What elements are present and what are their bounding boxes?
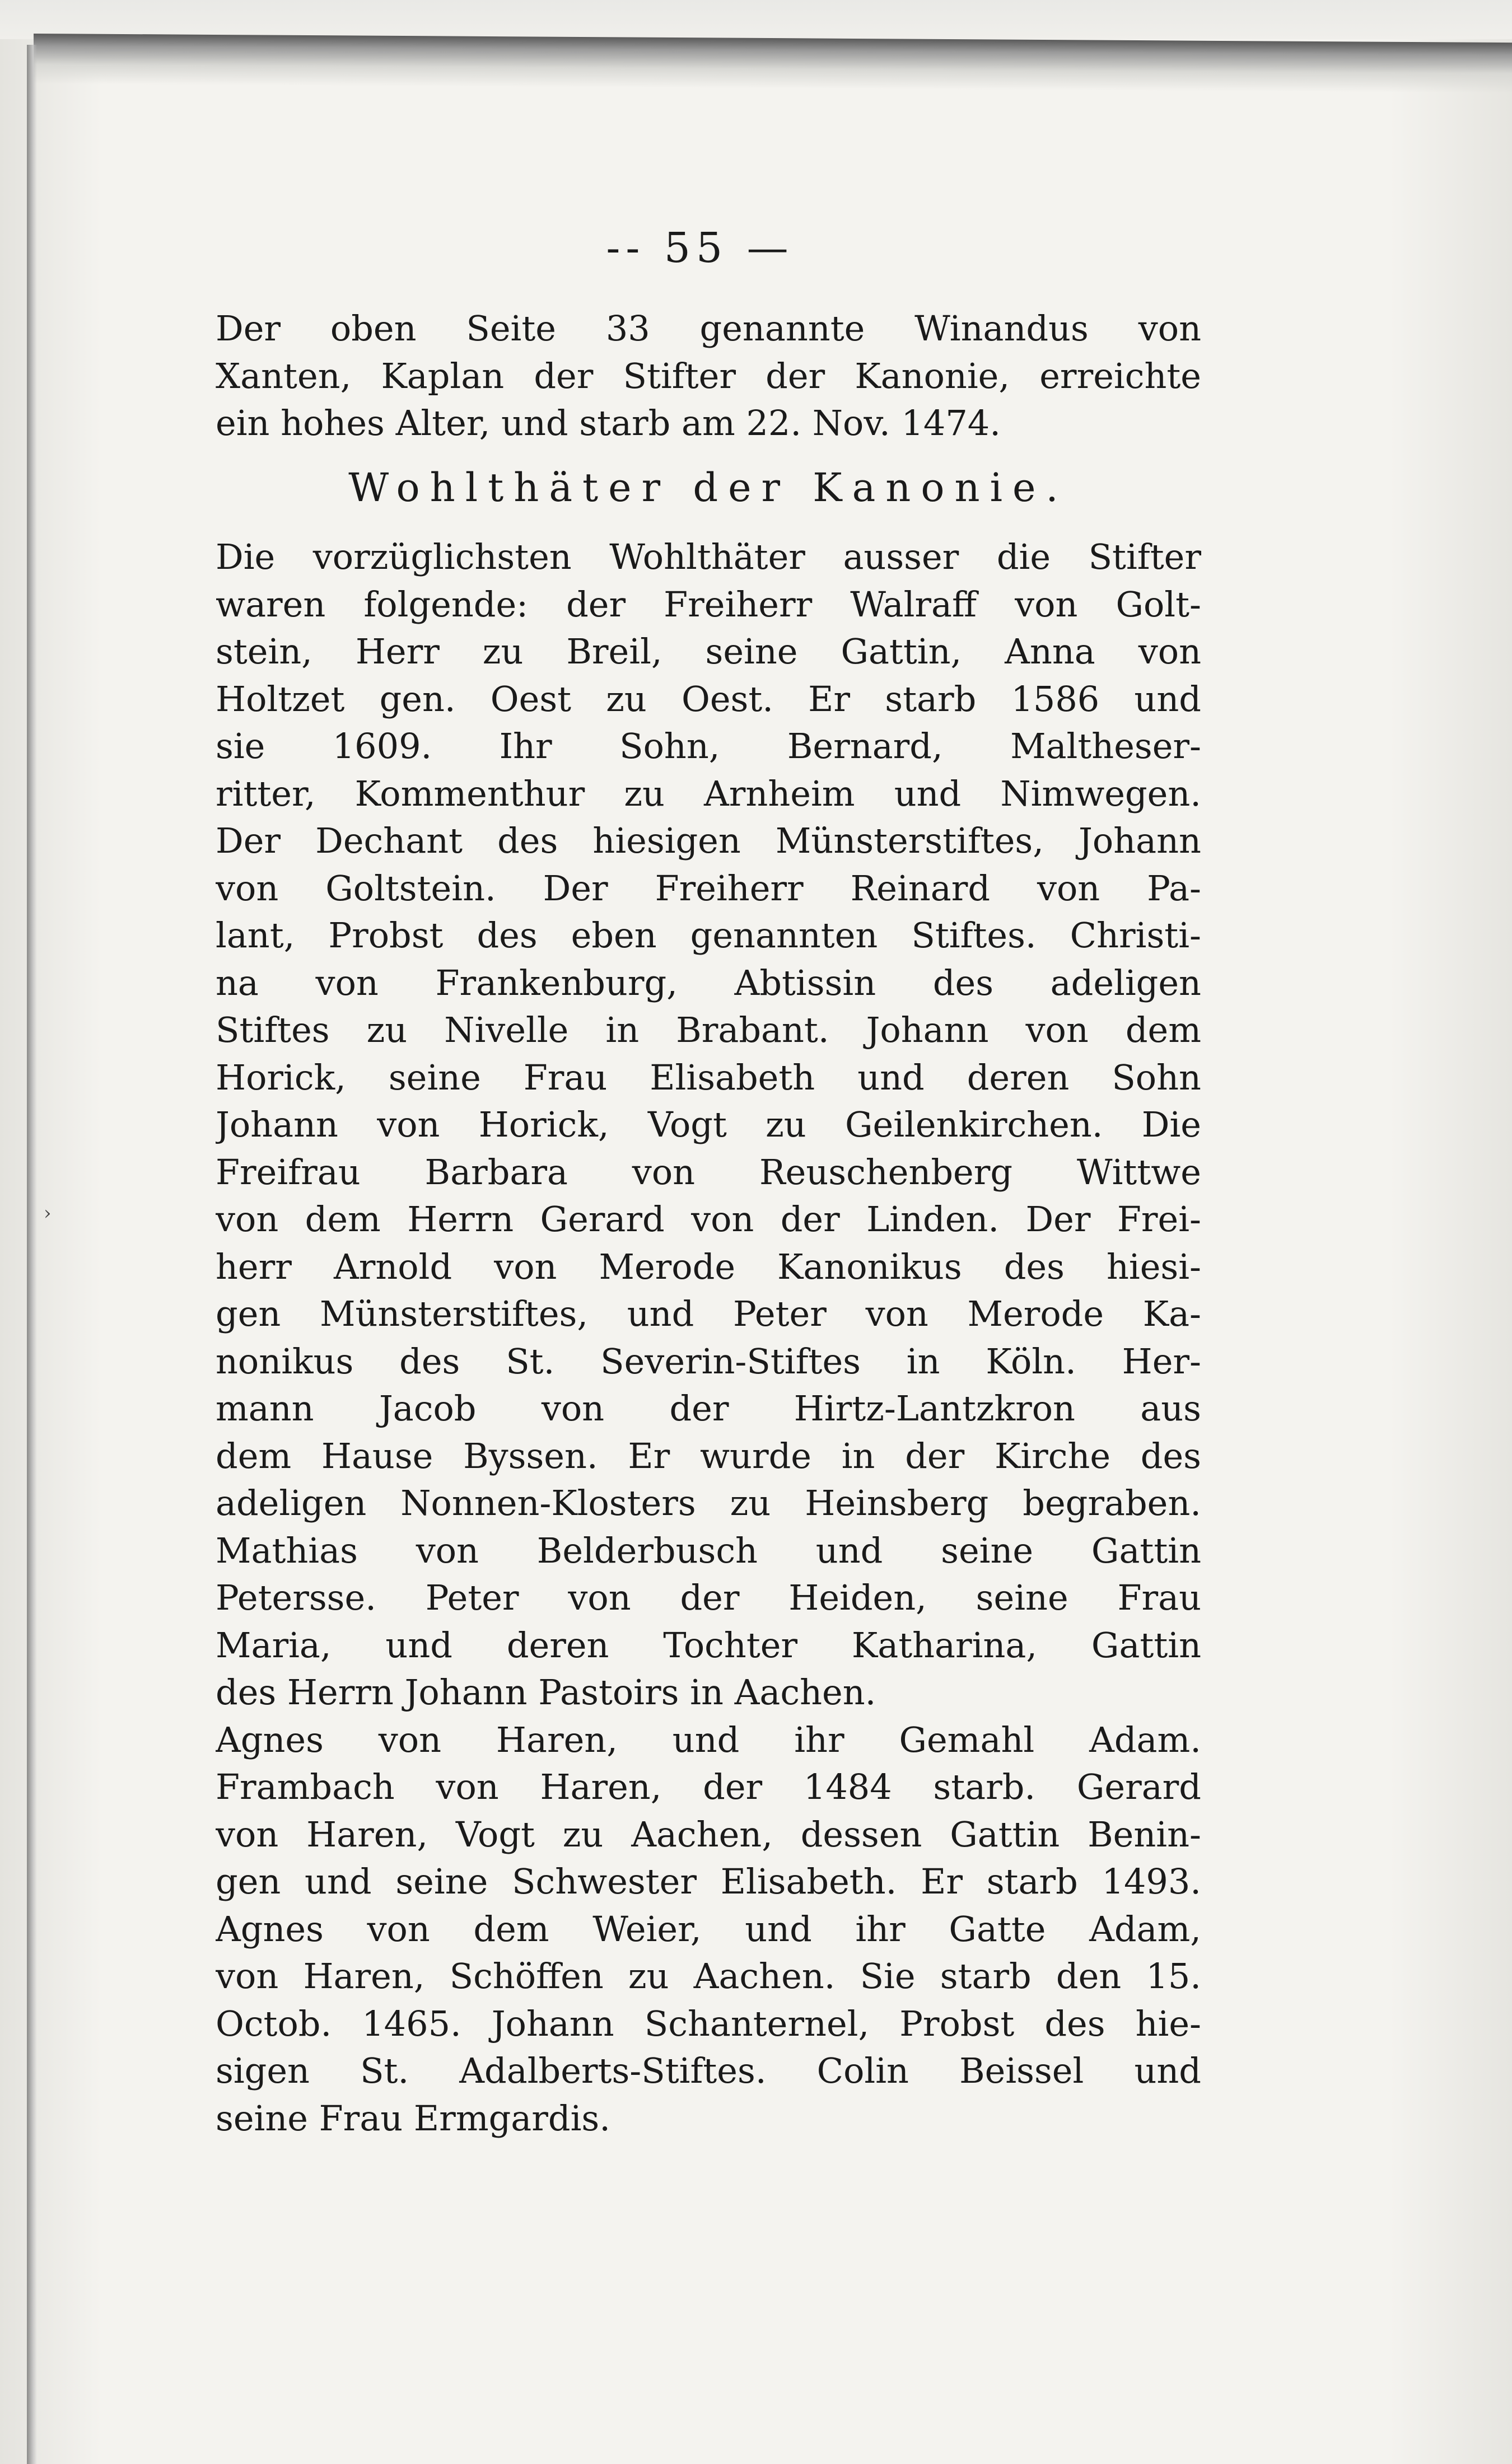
- text-line: seine Frau Ermgardis.: [216, 2097, 610, 2139]
- text-line: Petersse. Peter von der Heiden, seine Frau: [216, 1577, 1201, 1618]
- text-line: dem Hause Byssen. Er wurde in der Kirche des: [216, 1435, 1201, 1476]
- margin-mark: ›: [44, 1202, 52, 1224]
- text-line: von dem Herrn Gerard von der Linden. Der Frei-: [216, 1199, 1201, 1240]
- text-line: Stiftes zu Nivelle in Brabant. Johann von dem: [216, 1009, 1201, 1050]
- text-line: Xanten, Kaplan der Stifter der Kanonie, erreichte: [216, 355, 1201, 396]
- text-line: ritter, Kommenthur zu Arnheim und Nimwegen.: [216, 773, 1201, 814]
- page-text: [216, 305, 1201, 2142]
- text-line: Der Dechant des hiesigen Münsterstiftes, Johann: [216, 820, 1201, 861]
- text-line: Octob. 1465. Johann Schanternel, Probst des hie-: [216, 2003, 1201, 2044]
- text-line: Der oben Seite 33 genannte Winandus von: [216, 308, 1201, 349]
- intro-paragraph: [216, 305, 1201, 447]
- text-line: Freifrau Barbara von Reuschenberg Wittwe: [216, 1151, 1201, 1193]
- section-heading: Wohlthäter der Kanonie.: [348, 464, 1068, 511]
- text-line: Die vorzüglichsten Wohlthäter ausser die Stifter: [216, 536, 1201, 577]
- benefactors-paragraph-2: [216, 1717, 1201, 2143]
- text-line: Maria, und deren Tochter Katharina, Gattin: [216, 1624, 1201, 1666]
- text-line: Horick, seine Frau Elisabeth und deren Sohn: [216, 1056, 1201, 1098]
- text-line: gen und seine Schwester Elisabeth. Er starb 1493.: [216, 1861, 1201, 1902]
- text-line: gen Münsterstiftes, und Peter von Merode Ka-: [216, 1293, 1201, 1334]
- text-line: ein hohes Alter, und starb am 22. Nov. 1474.: [216, 403, 1001, 443]
- text-line: herr Arnold von Merode Kanonikus des hiesi-: [216, 1246, 1201, 1287]
- text-line: von Goltstein. Der Freiherr Reinard von Pa-: [216, 867, 1201, 909]
- text-line: na von Frankenburg, Abtissin des adeligen: [216, 962, 1201, 1003]
- text-line: sie 1609. Ihr Sohn, Bernard, Maltheser-: [216, 726, 1201, 766]
- text-line: nonikus des St. Severin-Stiftes in Köln. Her-: [216, 1340, 1201, 1382]
- text-line: Mathias von Belderbusch und seine Gattin: [216, 1530, 1201, 1571]
- text-line: stein, Herr zu Breil, seine Gattin, Anna von: [216, 631, 1201, 672]
- text-line: Holtzet gen. Oest zu Oest. Er starb 1586 und: [216, 678, 1201, 719]
- scan-top-margin: [0, 0, 1512, 39]
- book-top-edge-shadow: [34, 34, 1512, 93]
- text-line: lant, Probst des eben genannten Stiftes. Christi-: [216, 915, 1201, 956]
- text-line: sigen St. Adalberts-Stiftes. Colin Beissel und: [216, 2050, 1201, 2091]
- text-line: Agnes von dem Weier, und ihr Gatte Adam,: [216, 1908, 1201, 1949]
- text-line: adeligen Nonnen-Klosters zu Heinsberg begraben.: [216, 1483, 1201, 1523]
- text-line: Frambach von Haren, der 1484 starb. Gerard: [216, 1766, 1201, 1807]
- text-line: waren folgende: der Freiherr Walraff von Golt-: [216, 583, 1201, 625]
- text-line: des Herrn Johann Pastoirs in Aachen.: [216, 1672, 876, 1713]
- text-line: mann Jacob von der Hirtz-Lantzkron aus: [216, 1388, 1201, 1429]
- benefactors-paragraph-1: [216, 534, 1201, 1717]
- book-spine-edge-shadow: [27, 45, 37, 2464]
- page-number: -- 55 —: [606, 224, 794, 272]
- text-line: Johann von Horick, Vogt zu Geilenkirchen. Die: [216, 1104, 1201, 1145]
- text-line: Agnes von Haren, und ihr Gemahl Adam.: [216, 1719, 1201, 1760]
- text-line: von Haren, Schöffen zu Aachen. Sie starb den 15.: [216, 1956, 1201, 1997]
- text-line: von Haren, Vogt zu Aachen, dessen Gattin Benin-: [216, 1813, 1201, 1855]
